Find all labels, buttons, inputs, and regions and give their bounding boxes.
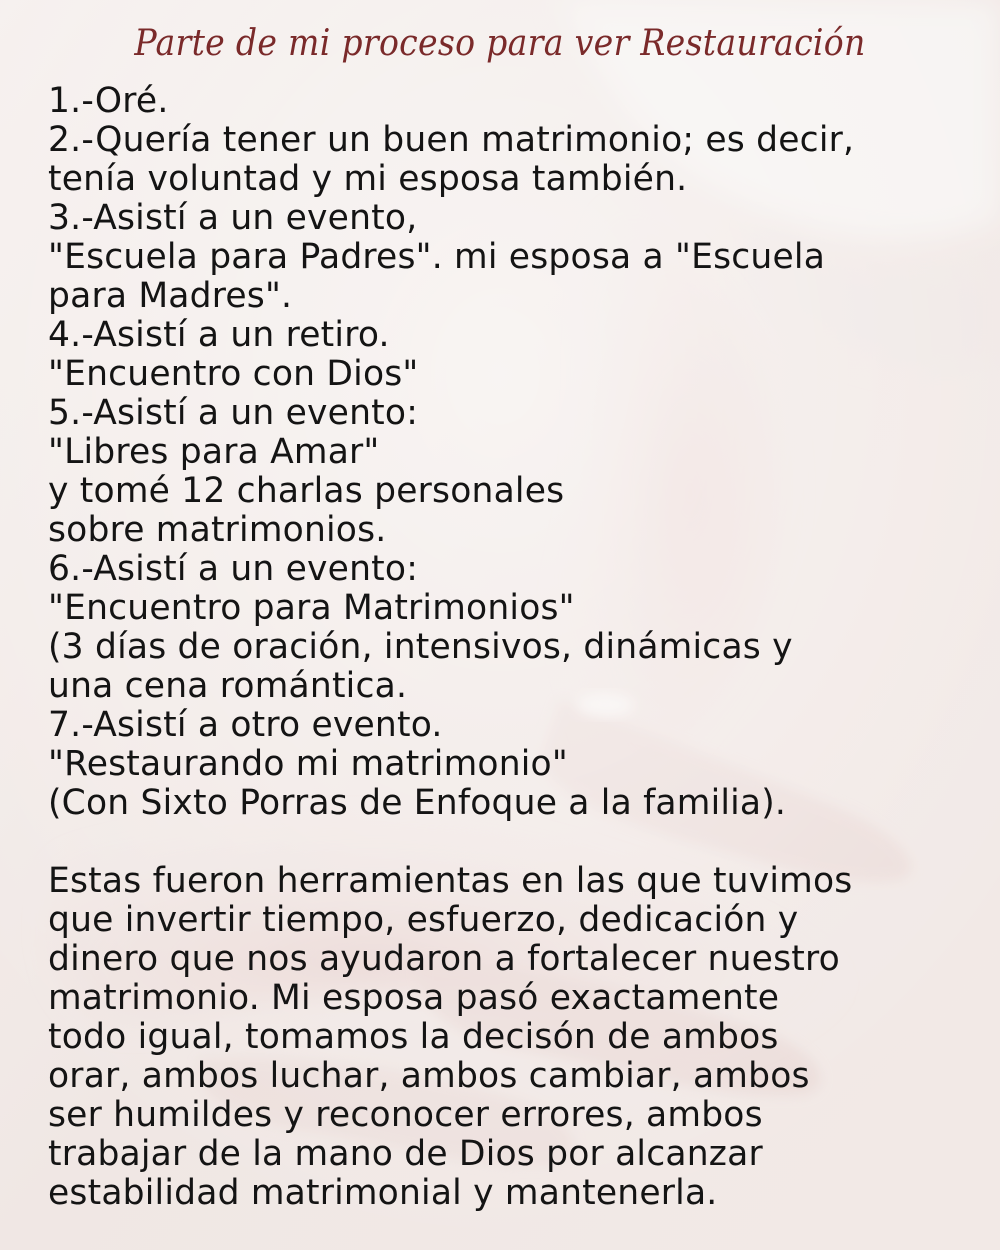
text-line: 2.-Quería tener un buen matrimonio; es decir, [48,120,855,160]
text-line: "Libres para Amar" [48,432,380,472]
text-line: para Madres". [48,276,293,316]
text-line: "Restaurando mi matrimonio" [48,744,568,784]
text-line: (3 días de oración, intensivos, dinámicas y [48,627,793,667]
text-line: una cena romántica. [48,666,408,706]
text-line: trabajar de la mano de Dios por alcanzar [48,1134,763,1174]
body-text [48,82,988,1213]
text-line: "Encuentro con Dios" [48,354,419,394]
text-line: 6.-Asistí a un evento: [48,549,419,589]
text-line: ser humildes y reconocer errores, ambos [48,1095,763,1135]
text-line: sobre matrimonios. [48,510,387,550]
text-line: tenía voluntad y mi esposa también. [48,159,688,199]
text-line: Estas fueron herramientas en las que tuvimos [48,861,853,901]
text-line: 5.-Asistí a un evento: [48,393,419,433]
text-line: "Escuela para Padres". mi esposa a "Escuela [48,237,826,277]
text-line: 4.-Asistí a un retiro. [48,315,390,355]
blank-line [48,823,988,862]
text-line: y tomé 12 charlas personales [48,471,565,511]
text-line: 3.-Asistí a un evento, [48,198,418,238]
text-line: (Con Sixto Porras de Enfoque a la familia). [48,783,787,823]
text-line: "Encuentro para Matrimonios" [48,588,575,628]
text-line: que invertir tiempo, esfuerzo, dedicación y [48,900,799,940]
text-line: 7.-Asistí a otro evento. [48,705,443,745]
text-line: todo igual, tomamos la decisón de ambos [48,1017,779,1057]
text-line: dinero que nos ayudaron a fortalecer nuestro [48,939,840,979]
text-line: estabilidad matrimonial y mantenerla. [48,1173,718,1213]
text-line: orar, ambos luchar, ambos cambiar, ambos [48,1056,810,1096]
text-line: 1.-Oré. [48,81,169,121]
page-title: Parte de mi proceso para ver Restauración [134,23,866,64]
text-line: matrimonio. Mi esposa pasó exactamente [48,978,780,1018]
